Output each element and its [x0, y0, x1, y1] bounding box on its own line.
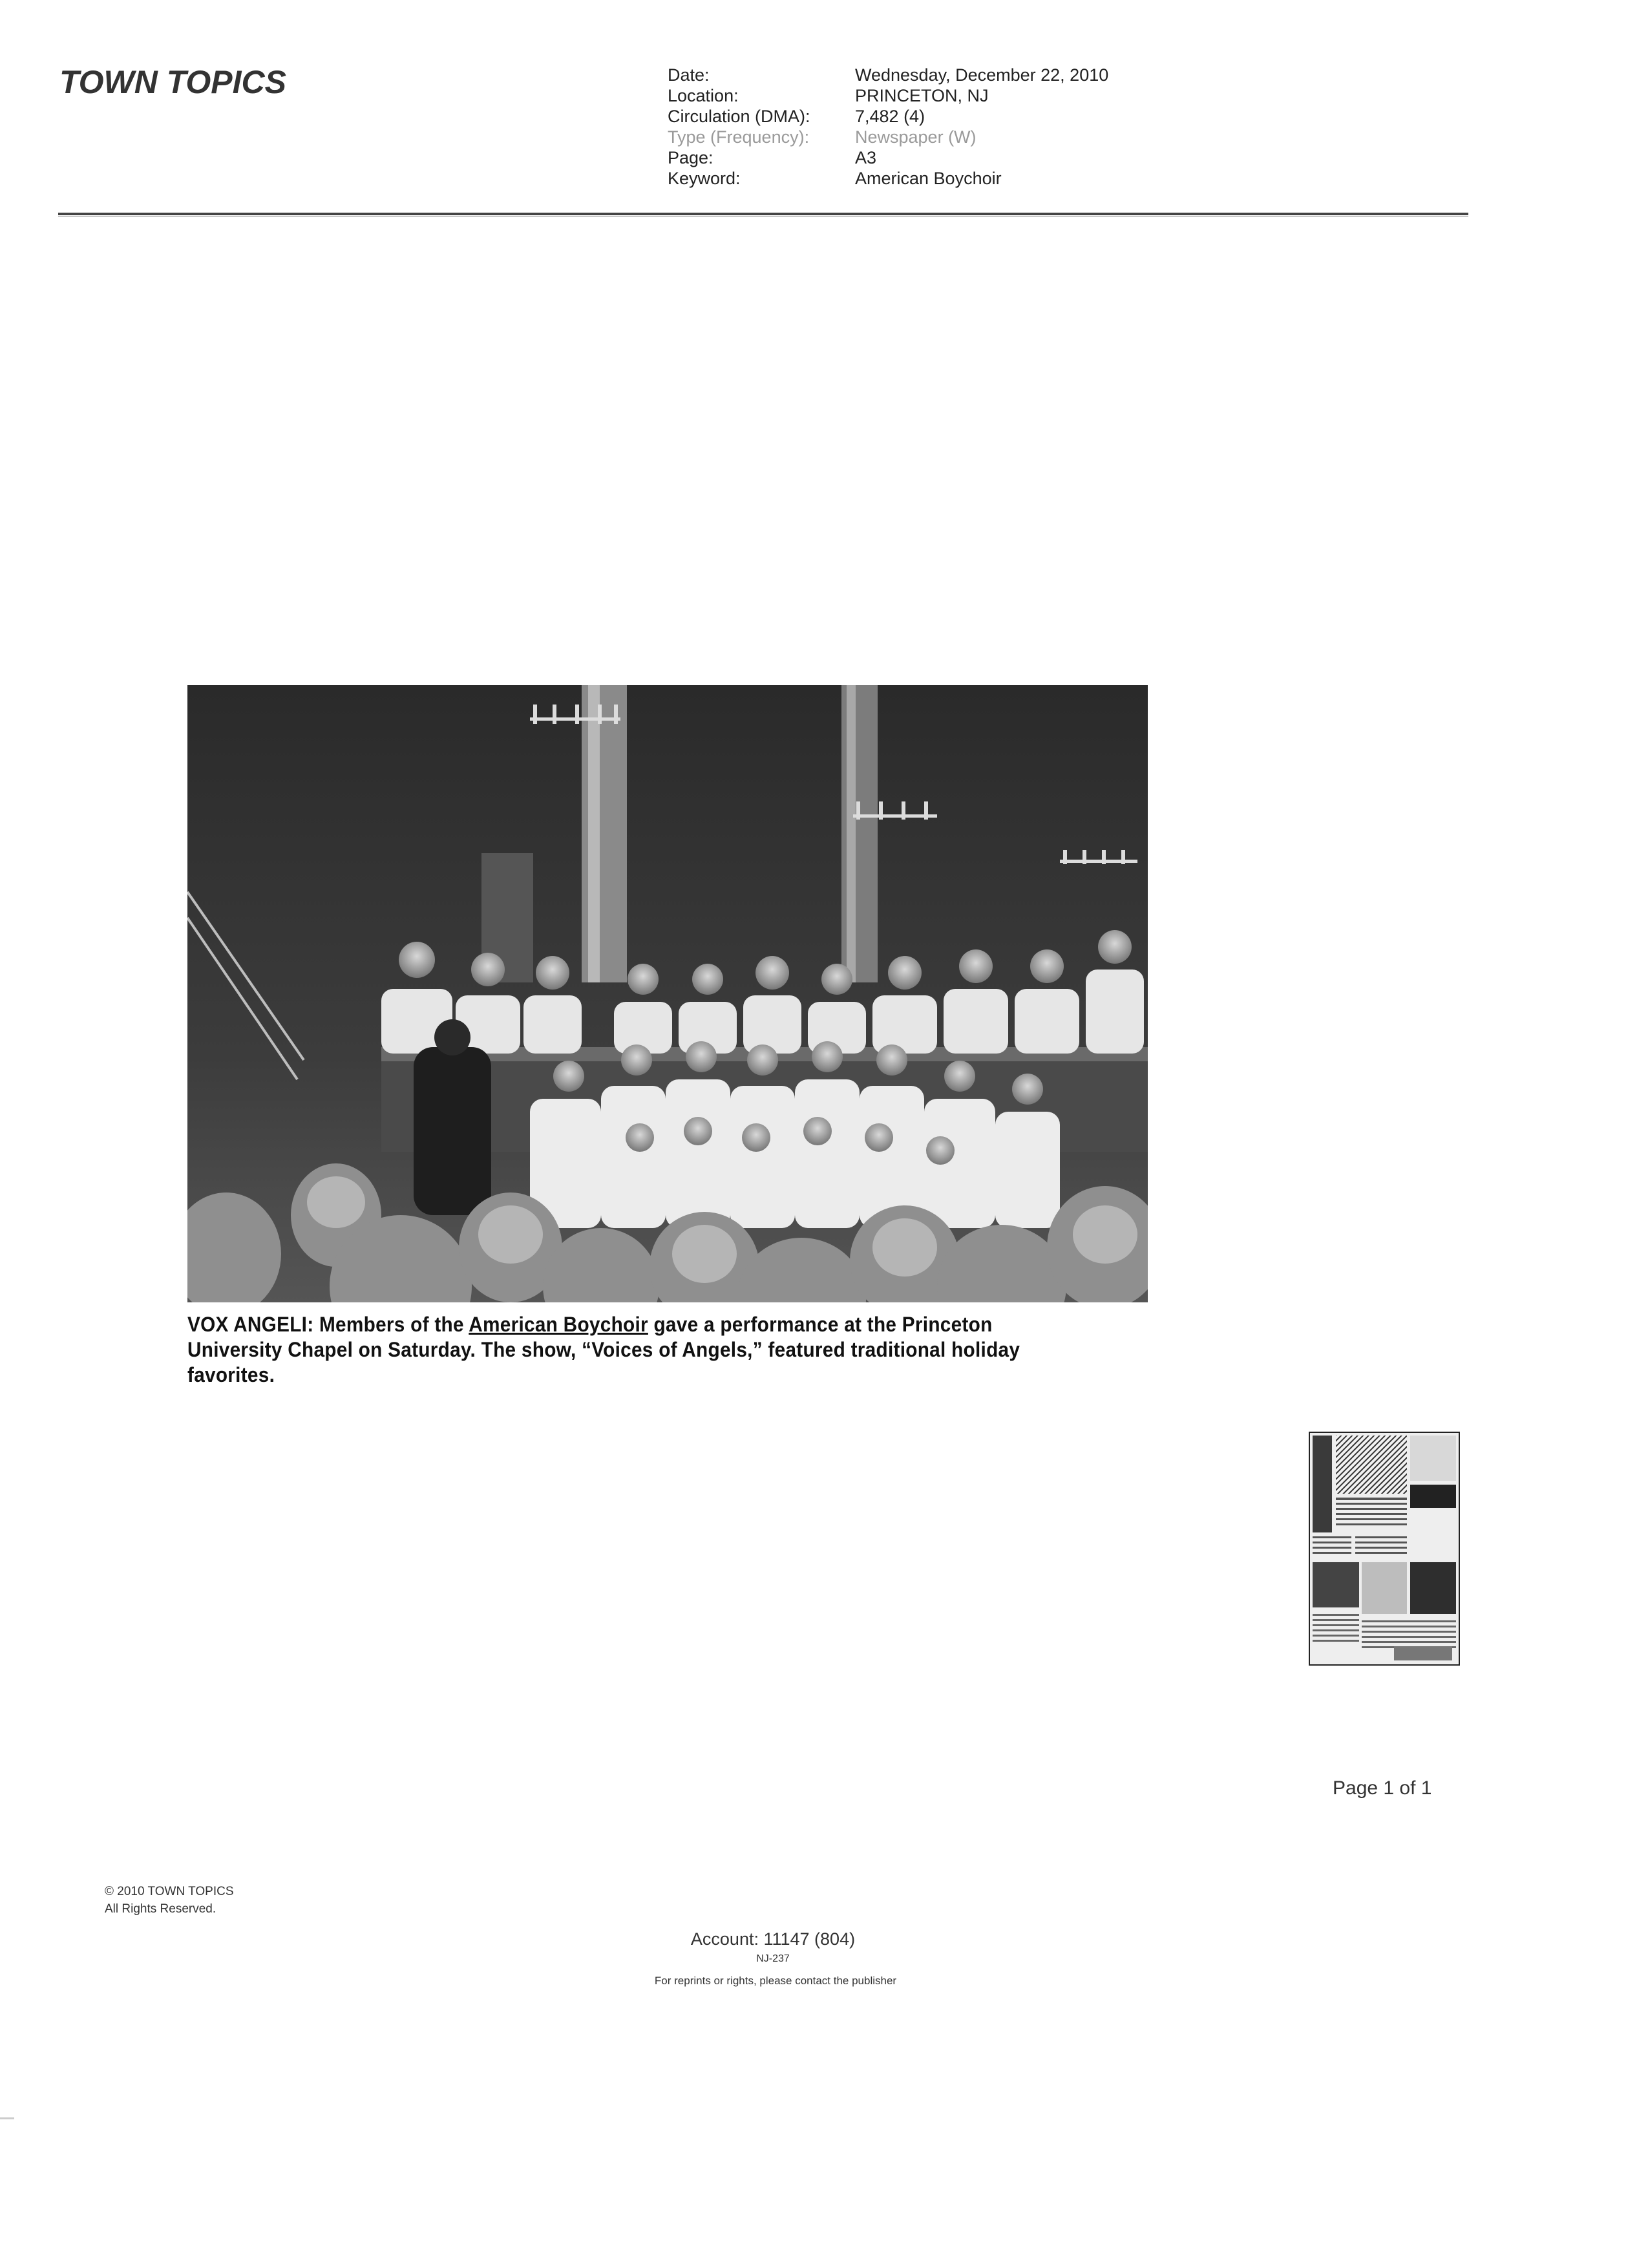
- copyright-notice: [105, 1883, 234, 1918]
- meta-label: Location:: [668, 86, 739, 105]
- caption-text-post: gave a performance at the Princeton University Chapel on Saturday. The show, “Voices of Angels,” featured traditional holiday favorites.: [187, 1313, 1020, 1386]
- reprints-notice: For reprints or rights, please contact the publisher: [654, 1975, 897, 1987]
- meta-label: Type (Frequency):: [668, 127, 810, 147]
- header-divider: [58, 213, 1468, 215]
- meta-row-location: [668, 85, 1108, 106]
- caption-keyword: American Boychoir: [469, 1313, 648, 1336]
- meta-value: Newspaper (W): [855, 127, 977, 147]
- meta-row-type: [668, 127, 1108, 147]
- account-code: NJ-237: [756, 1953, 790, 1964]
- caption-text-pre: Members of the: [313, 1313, 469, 1336]
- meta-row-keyword: [668, 168, 1108, 189]
- page-indicator: Page 1 of 1: [1333, 1777, 1432, 1799]
- meta-label: Date:: [668, 65, 710, 85]
- meta-value: American Boychoir: [855, 169, 1002, 188]
- rights-line: All Rights Reserved.: [105, 1902, 217, 1916]
- meta-value: PRINCETON, NJ: [855, 86, 989, 105]
- scan-mark: [0, 2117, 14, 2119]
- meta-label: Page:: [668, 148, 713, 167]
- publication-title: TOWN TOPICS: [59, 64, 286, 100]
- account-number: Account: 11147 (804): [690, 1929, 856, 1949]
- copyright-line: © 2010 TOWN TOPICS: [105, 1885, 234, 1898]
- article-metadata: [668, 65, 1108, 189]
- meta-value: A3: [855, 148, 877, 167]
- choir-photo: [187, 685, 1148, 1302]
- meta-value: 7,482 (4): [855, 107, 925, 126]
- meta-label: Keyword:: [668, 169, 741, 188]
- caption-lead: VOX ANGELI:: [187, 1313, 314, 1336]
- meta-value: Wednesday, December 22, 2010: [855, 65, 1109, 85]
- meta-row-date: [668, 65, 1108, 85]
- newspaper-page-thumbnail: [1309, 1432, 1460, 1666]
- meta-row-page: [668, 147, 1108, 168]
- meta-row-circulation: [668, 106, 1108, 127]
- photo-caption: [187, 1312, 1089, 1388]
- meta-label: Circulation (DMA):: [668, 107, 810, 126]
